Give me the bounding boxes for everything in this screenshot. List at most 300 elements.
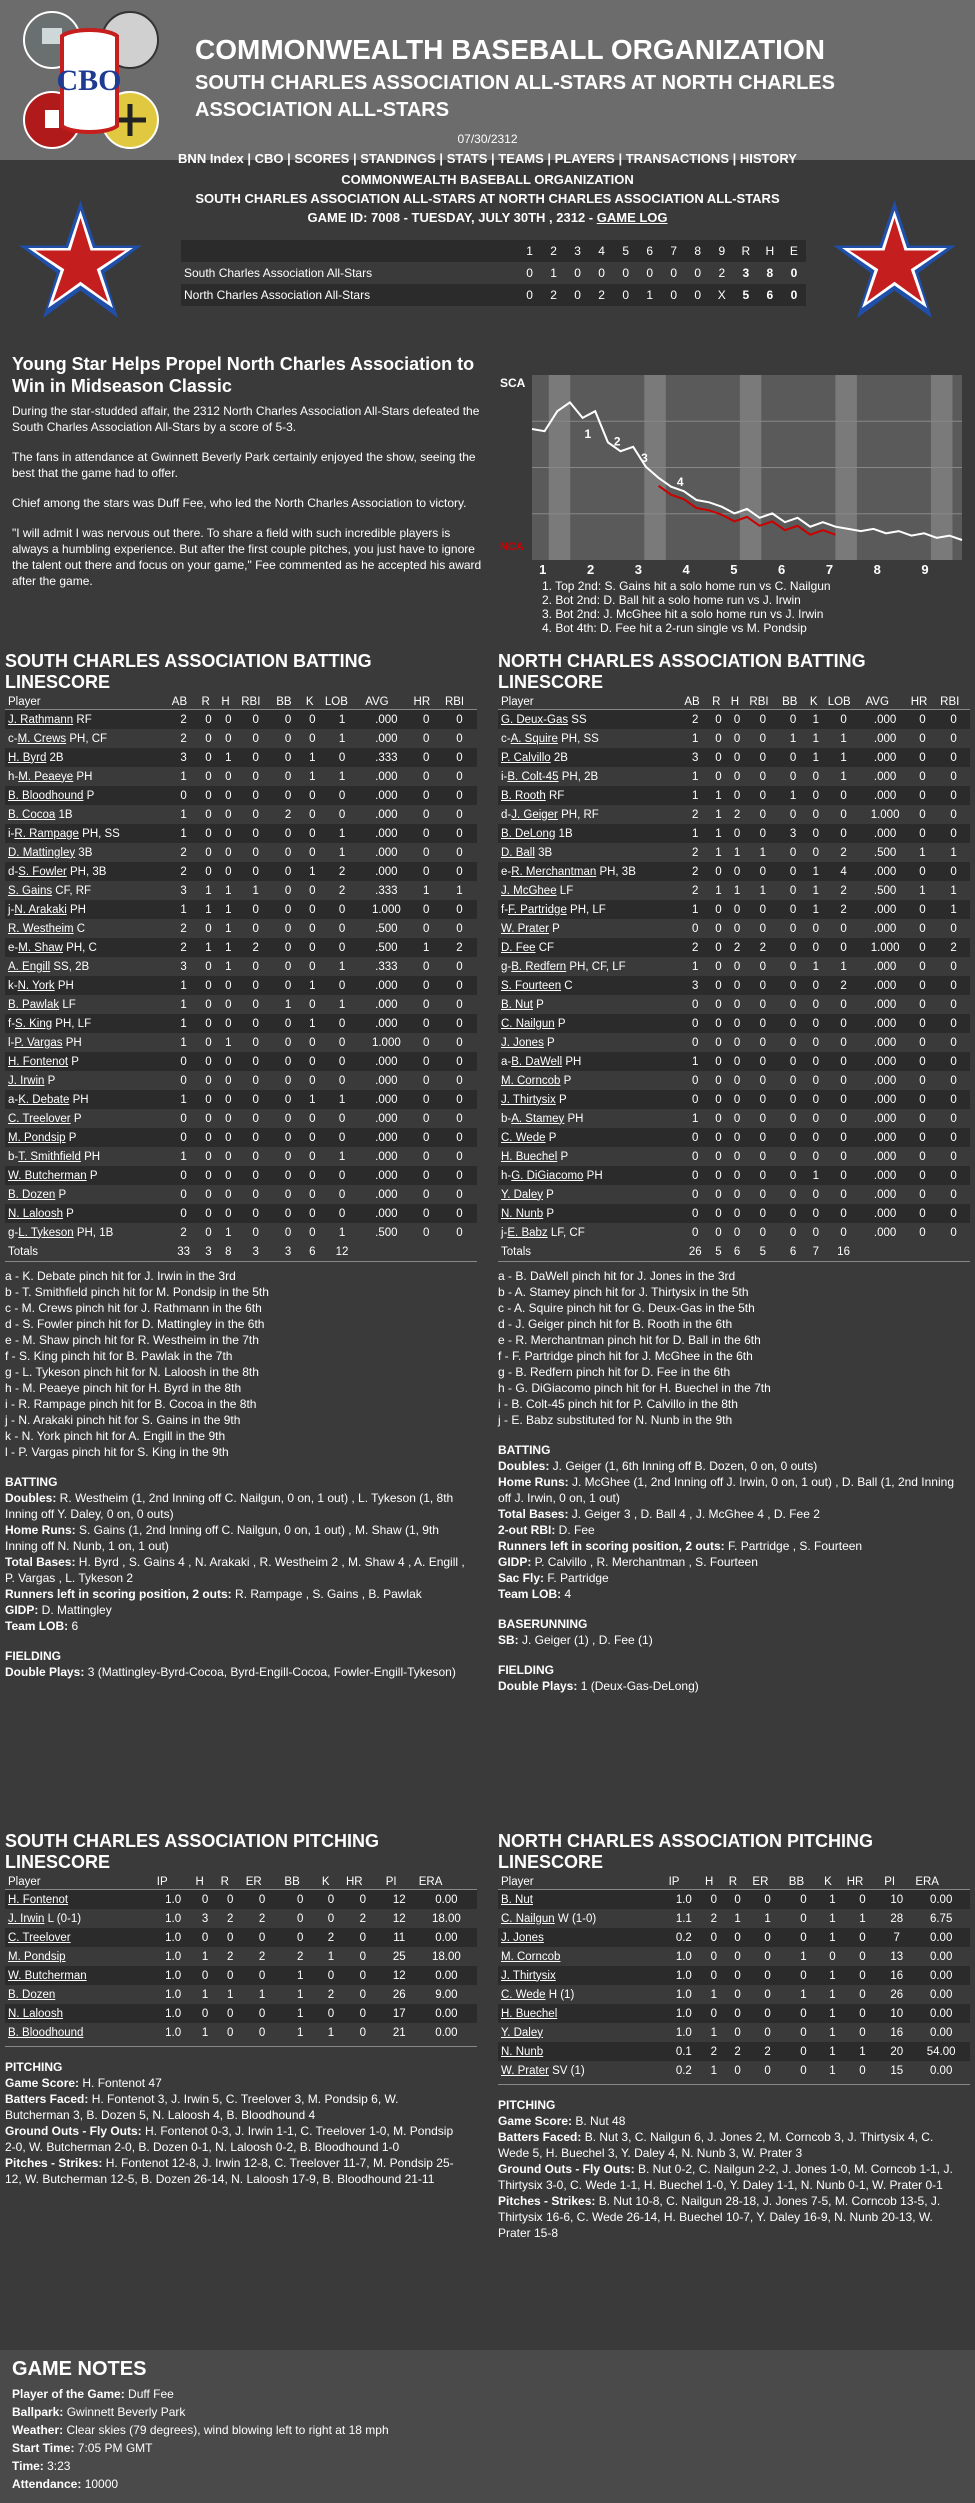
stat-cell: .000 [375,1150,398,1163]
batter-cell: J. McGhee LF [501,884,574,897]
stat-cell: 0 [789,1112,797,1125]
x-tick-label: 8 [873,562,881,577]
stat-cell: 0 [710,1931,718,1944]
stat-cell: 0 [715,998,722,1011]
player-link[interactable]: S. Fowler [18,865,67,878]
player-link[interactable]: H. Byrd [8,751,47,764]
x-tick-label: 7 [825,562,834,577]
stat-cell: 1 [759,846,766,859]
stat-cell: 2 [226,1950,234,1963]
stat-cell: 0 [252,1093,259,1106]
player-link[interactable]: R. Merchantman [511,865,597,878]
player-link[interactable]: B. Colt-45 [507,770,559,783]
batter-cell: R. Westheim C [8,922,86,935]
stat-cell: 0 [800,1912,807,1925]
batter-cell: g-L. Tykeson PH, 1B [8,1226,114,1239]
stat-cell: 0 [919,979,926,992]
nav-link-transactions[interactable]: TRANSACTIONS [625,151,729,166]
stat-cell: 1 [180,998,187,1011]
player-link[interactable]: J. Jones [501,1036,544,1049]
stat-cell: 0 [338,941,346,954]
stat-cell: .000 [873,1188,897,1201]
stat-cell: 1 [692,1055,699,1068]
stat-cell: 2 [456,941,463,954]
score-area [0,160,975,345]
player-link[interactable]: M. Crews [17,732,67,745]
substitution-note: b - T. Smithfield pinch hit for M. Pondsip in the 5th [5,1285,269,1299]
stat-cell: 0 [919,1074,926,1087]
stat-cell: 4 [840,865,847,878]
stat-cell: 0 [759,770,766,783]
notes-value: S. Gains (1, 2nd Inning off C. Nailgun, 0 on, 1 out) , M. Shaw (1, 9th Inning off N. Nunb, 1 on, 1 out) [5,1523,439,1553]
stat-cell: 0 [759,960,766,973]
player-link[interactable]: C. Treelover [8,1112,71,1125]
player-link[interactable]: B. Rooth [501,789,546,802]
stat-cell: 0 [201,1893,209,1906]
player-link[interactable]: M. Shaw [18,941,63,954]
stat-cell: 1 [715,808,722,821]
stat-cell: 0 [840,808,847,821]
nav-separator: | [614,151,626,166]
pitcher-cell [5,2023,154,2042]
player-link[interactable]: B. Redfern [511,960,567,973]
player-link[interactable]: F. Partridge [508,903,567,916]
stat-cell: 0 [840,789,847,802]
stat-cell: 0 [692,1017,699,1030]
stat-cell: 1 [950,884,957,897]
batter-row [498,710,970,730]
inning-score: 2 [718,266,726,280]
notes-value: F. Partridge , S. Fourteen [724,1539,863,1553]
stat-cell: 1 [692,789,699,802]
player-link[interactable]: J. Thirtysix [501,1093,556,1106]
player-link[interactable]: J. McGhee [501,884,557,897]
game-log-link[interactable]: GAME LOG [596,210,668,225]
svg-text:CBO: CBO [56,64,122,97]
stat-cell: 0 [423,1112,430,1125]
notes-value: H. Fontenot 12-8, J. Irwin 12-8, C. Treelover 11-7, M. Pondsip 25-12, W. Butcherman 12-5, B. Dozen 26-14, N. Laloosh 17-9, B. Bloodhound 21-11 [5,2156,454,2186]
stat-cell: 1 [789,789,797,802]
pitching-table [5,1875,477,2042]
player-link[interactable]: Y. Daley [501,1188,543,1201]
stat-cell: 0 [309,789,316,802]
stat-cell: 0 [789,1207,797,1220]
stat-cell: .000 [375,865,398,878]
stat-cell: 0 [733,1036,741,1049]
stat-cell: 1 [715,789,722,802]
player-link[interactable]: W. Prater [501,2064,549,2077]
player-link[interactable]: M. Pondsip [8,1950,66,1963]
stat-cell: 1 [812,713,819,726]
stat-cell: 1.0 [165,1988,182,2001]
player-link[interactable]: D. Ball [501,846,535,859]
notes-value: D. Fee [555,1523,595,1537]
player-link[interactable]: G. DiGiacomo [511,1169,584,1182]
notes-value: 6 [68,1619,79,1633]
stat-cell: .500 [873,884,897,897]
player-link[interactable]: N. Nunb [501,2045,544,2058]
batting-title: NORTH CHARLES ASSOCIATION BATTING LINESCORE [498,651,866,692]
player-link[interactable]: C. Treelover [8,1931,71,1944]
player-link[interactable]: D. Mattingley [8,846,76,859]
linescore-header-cell: E [789,244,798,258]
stat-cell: 0 [759,751,766,764]
nav-link-standings[interactable]: STANDINGS [360,151,436,166]
player-link[interactable]: B. Pawlak [8,998,60,1011]
batter-row [5,976,477,995]
stat-cell: 0 [950,1112,957,1125]
player-link[interactable]: J. Irwin [8,1074,45,1087]
player-link[interactable]: S. King [15,1017,53,1030]
stat-cell: 0 [252,903,259,916]
pitching-title: NORTH CHARLES ASSOCIATION PITCHING LINESCORE [498,1831,874,1872]
stat-cell: 0.00 [435,2007,458,2020]
nav-link-cbo[interactable]: CBO [254,151,284,166]
pitching-notes [498,2084,970,2247]
player-link[interactable]: H. Fontenot [8,1055,69,1068]
stat-cell: 0 [789,1055,797,1068]
stat-cell: 0 [789,960,797,973]
stat-cell: 0 [205,1093,212,1106]
stat-cell: 0 [225,1017,232,1030]
stat-cell: 2 [733,808,741,821]
stat-cell: 1 [296,1969,304,1982]
totals-cell: 6 [789,1245,797,1258]
story-paragraph: The fans in attendance at Gwinnett Beverly Park certainly enjoyed the show, seeing the best that the game had to offer. [12,450,476,480]
stat-cell: .000 [873,998,897,1011]
stat-cell: 1 [789,732,797,745]
stat-cell: 2 [692,865,699,878]
notes-label: Home Runs: [498,1475,569,1489]
player-link[interactable]: A. Stamey [511,1112,565,1125]
notes-line [5,2123,465,2155]
stat-cell: 0 [205,1226,212,1239]
player-link[interactable]: A. Engill [8,960,51,973]
stat-cell: 3 [692,751,699,764]
batter-row [5,843,477,862]
column-header: RBI [937,695,970,710]
stat-cell: .000 [873,827,897,840]
player-link[interactable]: N. York [17,979,55,992]
player-link[interactable]: B. DaWell [511,1055,563,1068]
stat-cell: 0 [456,1055,463,1068]
substitution-note: d - S. Fowler pinch hit for D. Mattingley in the 6th [5,1317,265,1331]
stat-cell: 0 [812,998,819,1011]
inning-score: 0 [574,288,581,302]
stat-cell: 11 [393,1931,406,1944]
stat-cell: 0 [252,808,259,821]
player-link[interactable]: C. Nailgun [501,1017,555,1030]
stat-cell: 1 [812,903,819,916]
game-title: SOUTH CHARLES ASSOCIATION ALL-STARS AT NORTH CHARLES ASSOCIATION ALL-STARS [195,72,835,121]
stat-cell: 0.00 [929,1893,953,1906]
stat-cell: 0 [456,751,463,764]
notes-label: GIDP: [498,1555,532,1569]
stat-cell: 0 [692,1093,699,1106]
column-header: H [728,695,747,710]
inning-score: 0 [790,266,798,280]
stat-cell: .000 [375,1188,398,1201]
batter-row [498,938,970,957]
player-link[interactable]: B. Nut [501,998,533,1011]
stat-cell: 1 [840,770,847,783]
player-link[interactable]: G. Deux-Gas [501,713,569,726]
stat-cell: 0 [205,1055,212,1068]
nav-link-bnn-index[interactable]: BNN Index [178,151,244,166]
stat-cell: .333 [375,884,398,897]
batter-cell: f-S. King PH, LF [8,1017,92,1030]
stat-cell: 0 [789,1188,797,1201]
stat-cell: 0 [226,2026,234,2039]
stat-cell: 0 [309,1055,316,1068]
player-link[interactable]: N. Arakaki [14,903,67,916]
stat-cell: 1 [840,960,847,973]
stat-cell: 1 [829,2007,836,2020]
game-notes-title: GAME NOTES [12,2358,147,2380]
player-link[interactable]: L. Tykeson [18,1226,74,1239]
nav-separator: | [243,151,255,166]
stat-cell: 1 [840,732,847,745]
stat-cell: 0 [423,922,430,935]
stat-cell: 0 [789,884,797,897]
player-link[interactable]: D. Fee [501,941,536,954]
player-link[interactable]: B. Bloodhound [8,2026,84,2039]
stat-cell: 1 [812,751,819,764]
stat-cell: 0 [252,1055,259,1068]
notes-line [498,1506,958,1522]
column-header: ERA [416,1875,477,1890]
stat-cell: 0 [456,789,463,802]
stat-cell: 0 [252,827,259,840]
stat-cell: 0 [205,789,212,802]
game-note-label: Player of the Game: [12,2387,129,2401]
stat-cell: 0 [812,1112,819,1125]
player-link[interactable]: W. Butcherman [8,1169,87,1182]
stat-cell: 1 [764,1912,771,1925]
stat-cell: 0.00 [929,2064,953,2077]
player-link[interactable]: C. Wede [501,1131,546,1144]
player-link[interactable]: N. Nunb [501,1207,544,1220]
player-link[interactable]: M. Corncob [501,1950,561,1963]
player-link[interactable]: R. Rampage [14,827,79,840]
totals-cell: 3 [252,1245,259,1258]
batter-row [5,824,477,843]
player-link[interactable]: J. Rathmann [8,713,74,726]
stat-cell: 0.00 [929,1931,953,1944]
game-story [0,345,975,645]
pitcher-cell [5,1928,154,1947]
stat-cell: 0 [423,1055,430,1068]
stat-cell: 1.1 [675,1912,692,1925]
stat-cell: 0 [812,1055,819,1068]
player-link[interactable]: S. Fourteen [501,979,562,992]
nav-link-teams[interactable]: TEAMS [498,151,544,166]
stat-cell: 0 [456,732,463,745]
stat-cell: 1 [759,884,766,897]
stat-cell: .000 [873,922,897,935]
stat-cell: .000 [873,713,897,726]
player-link[interactable]: J. Thirtysix [501,1969,556,1982]
player-link[interactable]: B. DeLong [501,827,556,840]
notes-value: B. Nut 3, C. Nailgun 6, J. Jones 2, M. Corncob 3, J. Thirtysix 4, C. Wede 5, H. Buechel 3, Y. Daley 4, N. Nunb 3, W. Prater 3 [498,2130,934,2160]
stat-cell: 2 [258,1950,266,1963]
nav-link-history[interactable]: HISTORY [739,151,797,166]
event-marker: 3 [641,450,648,465]
stat-cell: 0 [423,865,430,878]
column-header: LOB [825,695,863,710]
stat-cell: 0 [423,770,430,783]
stat-cell: 1.0 [165,1950,182,1963]
notes-heading: BATTING [5,1475,58,1489]
stat-cell: 0 [226,1893,234,1906]
notes-label: Sac Fly: [498,1571,545,1585]
stat-cell: 12 [392,1893,406,1906]
notes-label: Ground Outs - Fly Outs: [5,2124,142,2138]
inning-score: 8 [766,266,774,280]
column-header: AVG [362,695,410,710]
stat-cell: 1 [180,770,187,783]
batter-cell: W. Prater P [501,922,560,935]
notes-value: 1 (Deux-Gas-DeLong) [577,1679,699,1693]
player-link[interactable]: M. Pondsip [8,1131,66,1144]
stat-cell: 2 [359,1912,367,1925]
stat-cell: 0 [840,1131,847,1144]
player-link[interactable]: E. Babz [507,1226,548,1239]
stat-cell: 0.2 [675,1931,692,1944]
player-link[interactable]: H. Buechel [501,2007,558,2020]
stat-cell: 0 [733,1150,741,1163]
stat-cell: 0 [252,960,259,973]
stat-cell: 0 [423,1017,430,1030]
stat-cell: 0 [456,998,463,1011]
stat-cell: 0 [812,1036,819,1049]
stat-cell: 2 [226,1912,234,1925]
player-link[interactable]: S. Gains [8,884,53,897]
column-header: IP [666,1875,702,1890]
notes-label: Pitches - Strikes: [498,2194,596,2208]
stat-cell: 0 [284,903,292,916]
player-link[interactable]: A. Squire [510,732,558,745]
stat-cell: 0 [950,1169,957,1182]
inning-score: 0 [526,288,533,302]
player-link[interactable]: K. Debate [18,1093,70,1106]
nav-link-stats[interactable]: STATS [446,151,488,166]
pitcher-cell [498,1966,666,1985]
player-link[interactable]: Y. Daley [501,2026,543,2039]
player-link[interactable]: J. Irwin [8,1912,45,1925]
stat-cell: 10 [890,1893,904,1906]
player-link[interactable]: B. Dozen [8,1188,56,1201]
notes-line [5,1490,465,1522]
stat-cell: 16 [890,2026,904,2039]
stat-cell: 0 [715,1112,722,1125]
stat-cell: 1 [180,903,187,916]
nav-link-players[interactable]: PLAYERS [554,151,615,166]
linescore-row [181,262,806,284]
player-link[interactable]: M. Peaeye [18,770,74,783]
stat-cell: 0 [950,979,957,992]
player-link[interactable]: J. Geiger [511,808,558,821]
stat-cell: 1.000 [870,808,900,821]
player-link[interactable]: C. Wede [501,1988,546,2001]
stat-cell: 0 [423,1036,430,1049]
player-link[interactable]: N. Laloosh [8,2007,63,2020]
stat-cell: 1 [338,1093,346,1106]
inning-score: 0 [670,266,678,280]
inning-score: X [717,288,726,302]
stat-cell: 0 [284,1112,292,1125]
stat-cell: 0 [840,1112,847,1125]
player-link[interactable]: H. Buechel [501,1150,558,1163]
stat-cell: 2 [180,732,187,745]
pitching-notes [5,2046,477,2193]
stat-cell: 1 [296,2026,304,2039]
stat-cell: 54.00 [926,2045,956,2058]
stat-cell: 0 [309,1188,316,1201]
stat-cell: 0 [789,1131,797,1144]
player-link[interactable]: B. Nut [501,1893,533,1906]
player-link[interactable]: P. Vargas [14,1036,63,1049]
gameinfo-org: COMMONWEALTH BASEBALL ORGANIZATION [341,172,634,187]
batter-cell: J. Rathmann RF [8,713,92,726]
player-link[interactable]: N. Laloosh [8,1207,63,1220]
player-link[interactable]: W. Prater [501,922,549,935]
player-link[interactable]: H. Fontenot [8,1893,69,1906]
stat-cell: 1 [829,1893,836,1906]
stat-cell: 0 [338,1112,346,1125]
player-link[interactable]: J. Jones [501,1931,544,1944]
notes-label: Total Bases: [5,1555,76,1569]
player-link[interactable]: B. Cocoa [8,808,56,821]
inning-score: 2 [598,288,605,302]
pitcher-cell [5,2004,154,2023]
player-link[interactable]: R. Westheim [8,922,74,935]
stat-cell: .000 [375,770,398,783]
player-link[interactable]: P. Calvillo [501,751,551,764]
nav-link-scores[interactable]: SCORES [294,151,350,166]
stat-cell: .000 [375,1131,398,1144]
player-link[interactable]: M. Corncob [501,1074,561,1087]
stat-cell: 0 [205,922,212,935]
player-link[interactable]: T. Smithfield [18,1150,81,1163]
stat-cell: 0 [759,1188,766,1201]
stat-cell: 1 [692,827,699,840]
notes-label: Ground Outs - Fly Outs: [498,2162,635,2176]
player-link[interactable]: W. Butcherman [8,1969,87,1982]
stat-cell: 0 [456,1017,463,1030]
totals-cell: 5 [715,1245,722,1258]
stat-cell: 0 [919,808,926,821]
substitution-note: a - K. Debate pinch hit for J. Irwin in the 3rd [5,1269,236,1283]
game-note-line [0,2421,975,2439]
totals-cell [908,1242,937,1261]
stat-cell: 1 [859,1912,866,1925]
player-link[interactable]: C. Nailgun [501,1912,555,1925]
player-link[interactable]: B. Bloodhound [8,789,84,802]
stat-cell: 0 [919,941,926,954]
stat-cell: 0 [859,2064,866,2077]
stat-cell: 0 [309,1207,316,1220]
stat-cell: 0 [309,827,316,840]
stat-cell: 0 [919,732,926,745]
stat-cell: 0 [258,1931,266,1944]
totals-cell: 33 [177,1245,191,1258]
stat-cell: 0 [296,1931,304,1944]
pitcher-cell [498,2042,666,2061]
notes-line [498,1458,958,1474]
batter-cell: c-A. Squire PH, SS [501,732,599,745]
player-link[interactable]: B. Dozen [8,1988,56,2001]
